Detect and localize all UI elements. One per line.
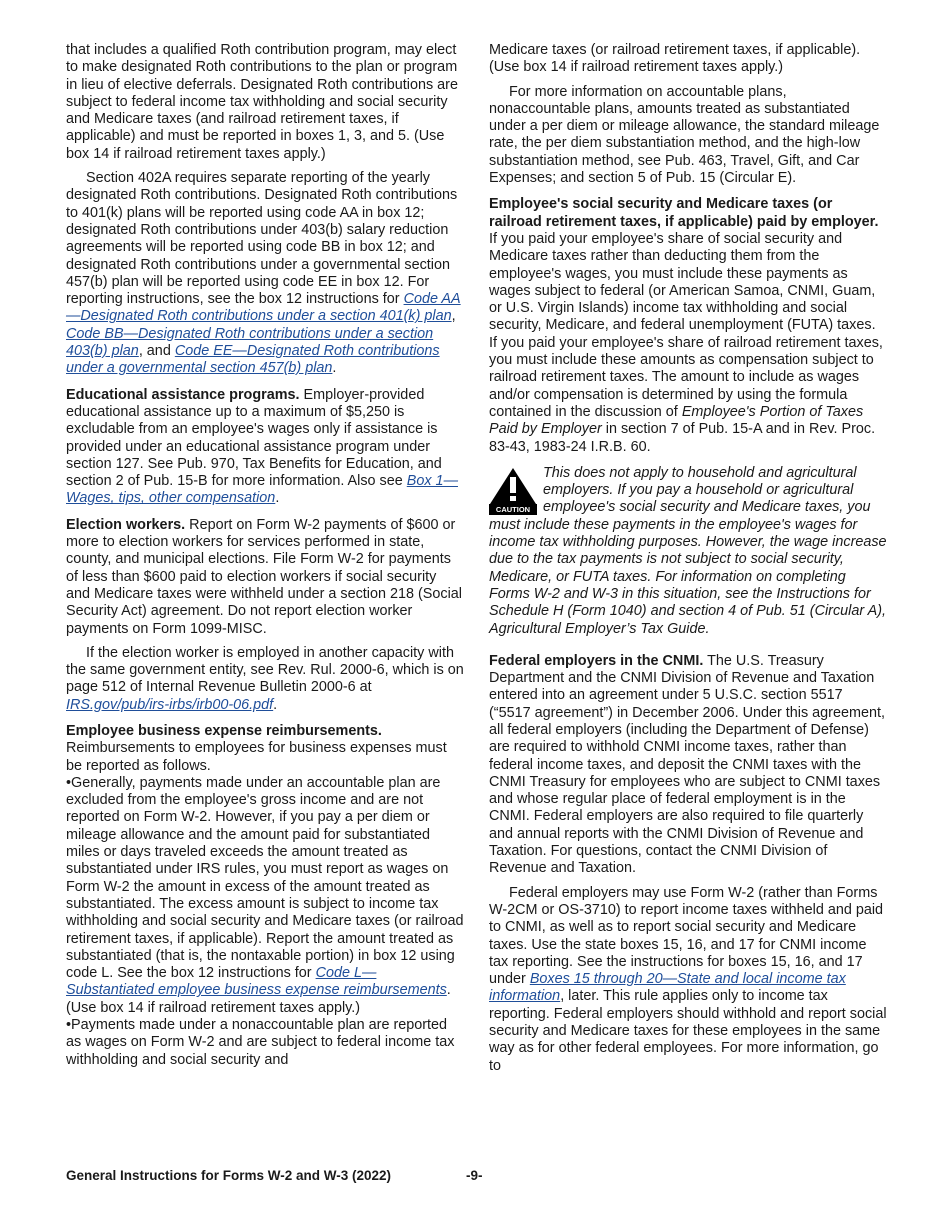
educational-assistance-heading: Educational assistance programs. [66,386,300,403]
roth-paragraph: that includes a qualified Roth contribution program, may elect to make designated Roth contributions to the plan or program in lieu of elective deferrals. Designated Roth contributions are subject to federal income tax withholding and social security and Medicare taxes (and railroad retirement taxes, if applicable) and must be reported in boxes 1, 3, and 5. (Use box 14 if railroad retirement taxes apply.) [66,42,458,162]
section-402a-paragraph: Section 402A requires separate reporting of the yearly designated Roth contributions. Designated Roth contributions to 401(k) plans will be reported using code AA in box 12; designated Roth contributions under 403(b) salary reduction agreements will be reported using code BB in box 12; and designated Roth contributions under a governmental section 457(b) plan will be reported using code EE in box 12. For reporting instructions, see the box 12 instructions for Code AA—Designated Roth contributions under a section 401(k) plan, Code BB—Designated Roth contributions under a section 403(b) plan, and Code EE—Designated Roth contributions under a governmental section 457(b) plan. [66,170,461,377]
business-expense-heading: Employee business expense reimbursements. [66,722,382,739]
caution-icon [489,467,537,515]
page-number: -9- [466,1168,483,1183]
accountable-plans-info-paragraph: For more information on accountable plans, nonaccountable plans, amounts treated as substantiated under a per diem or mileage allowance, the standard mileage rate, the per diem substantiation method, and the high-low substantiation method, see Pub. 463, Travel, Gift, and Car Expenses; and section 5 of Pub. 15 (Circular E). [489,83,880,187]
right-column [489,42,887,1075]
code-l-link[interactable]: Code L—Substantiated employee business expense reimbursements [66,965,447,999]
medicare-continuation-paragraph: Medicare taxes (or railroad retirement taxes, if applicable). (Use box 14 if railroad retirement taxes apply.) [489,42,861,76]
page-footer [66,1168,884,1183]
caution-text: This does not apply to household and agricultural employers. If you pay a household or agricultural employee's social security and Medicare taxes, you must include these payments in the employee's wages for income tax withholding purposes. However, the wage increase due to the tax payments is not subject to social security, Medicare, or FUTA taxes. For information on completing Forms W-2 and W-3 in this situation, see the Instructions for Schedule H (Form 1040) and section 4 of Pub. 51 (Circular A), Agricultural Employer’s Tax Guide. [489,464,887,637]
federal-employers-heading: Federal employers in the CNMI. [489,652,704,669]
accountable-plan-bullet: • Generally, payments made under an accountable plan are excluded from the employee's gross income and are not reported on Form W-2. However, if you pay a per diem or mileage allowance and the amount paid for substantiated miles or days traveled exceeds the amount treated as substantiated under IRS rules, you must report as wages on Form W-2 the amount in excess of the amount treated as substantiated. The excess amount is subject to income tax withholding and social security and Medicare taxes (or railroad retirement taxes, if applicable). Report the amount treated as substantiated (that is, the nontaxable portion) in box 12 using code L. See the box 12 instructions for Code L—Substantiated employee business expense reimbursements. (Use box 14 if railroad retirement taxes apply.) [66,775,464,1017]
caution-label: CAUTION [495,504,531,514]
box1-link[interactable]: Box 1—Wages, tips, other compensation [66,473,458,507]
federal-employers-paragraph-2: Federal employers may use Form W-2 (rather than Forms W-2CM or OS-3710) to report income taxes withheld and paid to CNMI, as well as to report social security and Medicare taxes. Use the state boxes 15, 16, and 17 for CNMI income tax reporting. See the instructions for boxes 15, 16, and 17 under Boxes 15 through 20—State and local income tax information, later. This rule applies only to income tax reporting. Federal employers should withhold and report social security and Medicare taxes for these employees in the same way as for other federal employees. For more information, go to [489,884,887,1074]
code-aa-link[interactable]: Code AA—Designated Roth contributions under a section 401(k) plan [66,291,461,325]
election-workers-heading: Election workers. [66,516,186,533]
employee-ss-paragraph: Employee's social security and Medicare taxes (or railroad retirement taxes, if applicable) paid by employer. If you paid your employee's share of social security and Medicare taxes rather than deducting them from the employee's wages, you must include these payments as wages subject to federal (or American Samoa, CNMI, Guam, or U.S. Virgin Islands) income tax withholding and social security, Medicare, and federal unemployment (FUTA) taxes. If you paid your employee's share of railroad retirement taxes, you must include these amounts as compensation subject to railroad retirement taxes. The amount to include as wages and/or compensation is determined by using the formula contained in the discussion of Employee's Portion of Taxes Paid by Employer in section 7 of Pub. 15-A and in Rev. Proc. 83-43, 1983-24 I.R.B. 60. [489,196,883,455]
nonaccountable-plan-bullet: • Payments made under a nonaccountable plan are reported as wages on Form W-2 and are subject to federal income tax withholding and social security and [66,1017,464,1069]
left-column [66,42,464,1069]
employee-ss-heading: Employee's social security and Medicare taxes (or railroad retirement taxes, if applicable) paid by employer. [489,196,879,230]
boxes-15-20-link[interactable]: Boxes 15 through 20—State and local income tax information [489,971,846,1005]
footer-title: General Instructions for Forms W-2 and W-3 (2022) [66,1168,392,1183]
election-workers-paragraph-2: If the election worker is employed in another capacity with the same government entity, see Rev. Rul. 2000-6, which is on page 512 of Internal Revenue Bulletin 2000-6 at IRS.gov/pub/irs-irbs/irb00-06.pdf. [66,644,464,713]
code-ee-link[interactable]: Code EE—Designated Roth contributions under a governmental section 457(b) plan [66,343,440,377]
caution-note [489,465,887,638]
code-bb-link[interactable]: Code BB—Designated Roth contributions under a section 403(b) plan [66,325,434,360]
irb-link[interactable]: IRS.gov/pub/irs-irbs/irb00-06.pdf [66,696,274,713]
election-workers-paragraph: Election workers. Report on Form W-2 payments of $600 or more to election workers for services performed in state, county, and municipal elections. File Form W-2 for payments of less than $600 paid to election workers if social security and Medicare taxes were withheld under a section 218 (Social Security Act) agreement. Do not report election worker payments on Form 1099-MISC. [66,516,462,637]
educational-assistance-paragraph: Educational assistance programs. Employer-provided educational assistance up to a maximum of $5,250 is excludable from an employee's wages only if assistance is provided under an educational assistance program under section 127. See Pub. 970, Tax Benefits for Education, and section 2 of Pub. 15-B for more information. Also see Box 1—Wages, tips, other compensation. [66,386,458,507]
business-expense-intro: Reimbursements to employees for business expenses must be reported as follows. [66,740,447,774]
federal-employers-paragraph: Federal employers in the CNMI. The U.S. Treasury Department and the CNMI Division of Revenue and Taxation entered into an agreement under 5 U.S.C. section 5517 (“5517 agreement”) in December 2006. Under this agreement, all federal employers (including the Department of Defense) are required to withhold CNMI income taxes, rather than federal income taxes, and deposit the CNMI taxes with the CNMI Treasury for employees who are subject to CNMI taxes and whose regular place of federal employment is in the CNMI. Federal employers are also required to file quarterly and annual reports with the CNMI Division of Revenue and Taxation. For questions, contact the CNMI Division of Revenue and Taxation. [489,652,885,877]
